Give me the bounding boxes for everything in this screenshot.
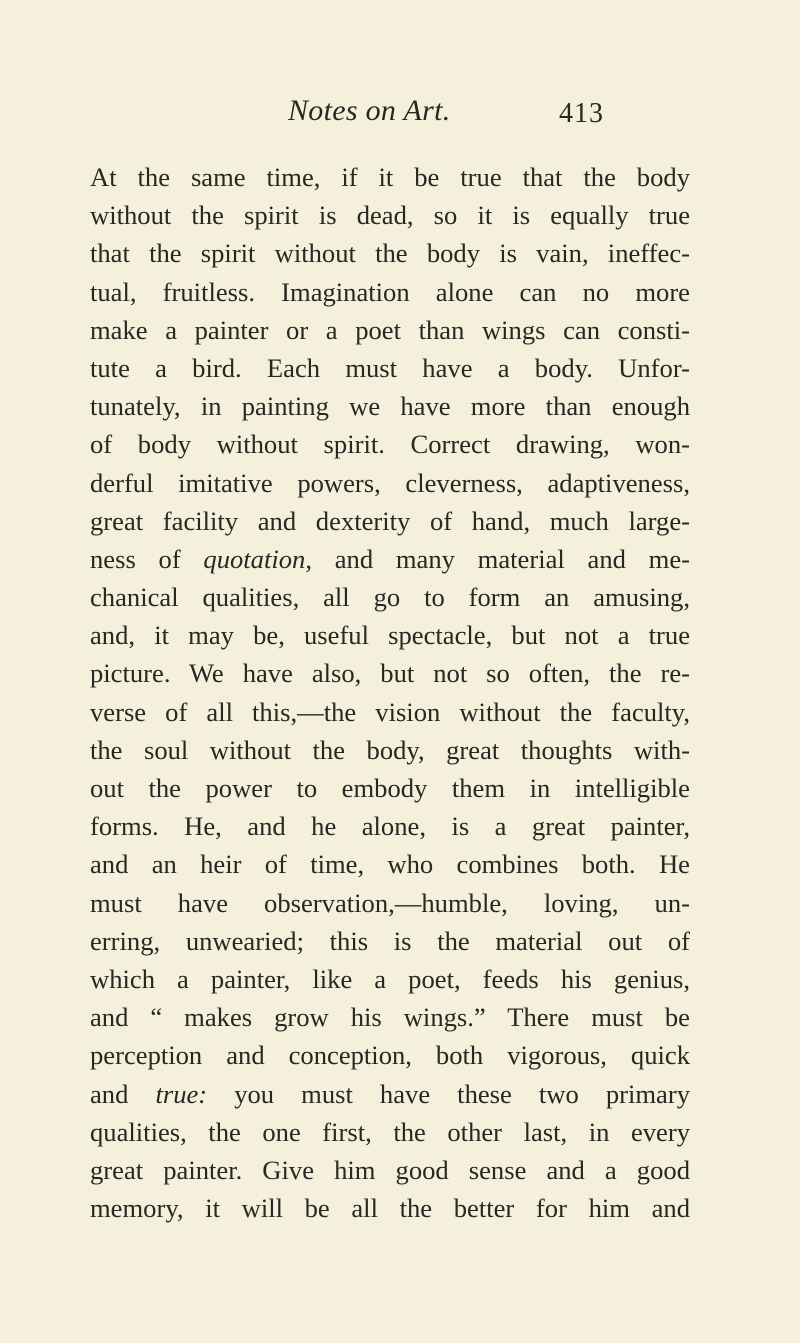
text-line: derful imitative powers, cleverness, adaptiveness,: [90, 467, 690, 498]
text-line: [90, 540, 690, 578]
text-line: and “ makes grow his wings.” There must be: [90, 1002, 690, 1033]
body-text: [90, 158, 690, 1227]
text-line: and an heir of time, who combines both. He: [90, 849, 690, 880]
italic-term: quotation,: [203, 543, 313, 574]
text-line: tunately, in painting we have more than enough: [90, 391, 690, 422]
text-line: tual, fruitless. Imagination alone can no more: [90, 276, 690, 307]
text-line: without the spirit is dead, so it is equally true: [90, 200, 690, 231]
text-segment: and: [90, 1078, 156, 1109]
text-line: qualities, the one first, the other last, in every: [90, 1116, 690, 1147]
text-line: memory, it will be all the better for him and: [90, 1193, 690, 1224]
text-line: great painter. Give him good sense and a good: [90, 1154, 690, 1185]
text-line: the soul without the body, great thoughts with-: [90, 734, 690, 765]
text-line: verse of all this,—the vision without the faculty,: [90, 696, 690, 727]
page-number: 413: [559, 98, 604, 129]
text-line: make a painter or a poet than wings can consti-: [90, 314, 690, 345]
text-line: of body without spirit. Correct drawing, won-: [90, 429, 690, 460]
text-segment: and many material and me-: [312, 543, 690, 574]
text-line: At the same time, if it be true that the body: [90, 162, 690, 192]
text-line: that the spirit without the body is vain, ineffec-: [90, 238, 690, 269]
running-title: Notes on Art.: [288, 94, 451, 127]
text-segment: ness of: [90, 543, 204, 574]
text-line: which a painter, like a poet, feeds his genius,: [90, 963, 690, 994]
text-line: and, it may be, useful spectacle, but not a true: [90, 620, 690, 651]
text-line: [90, 1075, 690, 1113]
italic-term: true:: [155, 1078, 208, 1109]
text-line: out the power to embody them in intelligible: [90, 773, 690, 803]
text-segment: you must have these two primary: [207, 1078, 690, 1109]
text-line: erring, unwearied; this is the material out of: [90, 925, 690, 956]
page-header: [0, 94, 800, 134]
text-line: chanical qualities, all go to form an amusing,: [90, 582, 690, 613]
text-line: must have observation,—humble, loving, un-: [90, 887, 690, 918]
text-line: picture. We have also, but not so often, the re-: [90, 658, 690, 689]
text-line: perception and conception, both vigorous, quick: [90, 1040, 690, 1071]
text-line: tute a bird. Each must have a body. Unfor-: [90, 352, 690, 383]
text-line: great facility and dexterity of hand, much large-: [90, 505, 690, 536]
text-line: forms. He, and he alone, is a great painter,: [90, 811, 690, 842]
